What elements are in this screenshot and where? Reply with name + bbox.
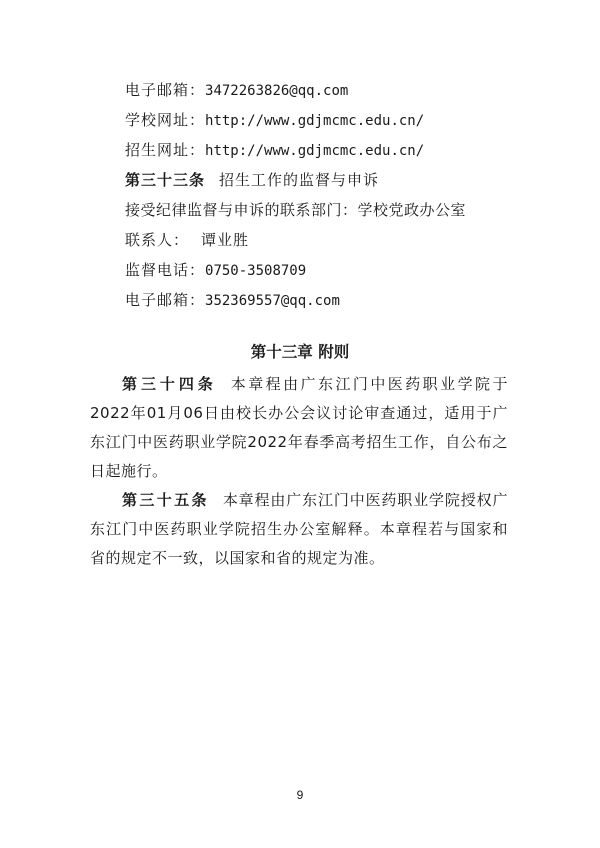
- email-label: 电子邮箱：: [125, 291, 206, 309]
- admission-website-label: 招生网址：: [125, 141, 206, 159]
- article-33-heading: [125, 170, 379, 190]
- article-34-text: 本章程由广东江门中医药职业学院于2022年01月06日由校长办公会议讨论审查通过，适用于广东江门中医药职业学院2022年春季高考招生工作，自公布之日起施行。: [90, 375, 508, 480]
- article-33-phone: [125, 260, 306, 281]
- article-34-number: 第三十四条: [122, 375, 217, 393]
- email-label: 电子邮箱：: [125, 81, 206, 99]
- article-33-number: 第三十三条: [125, 171, 206, 189]
- page-number: 9: [296, 788, 304, 802]
- admission-website-value: http://www.gdjmcmc.edu.cn/: [205, 143, 425, 159]
- article-35-paragraph: [90, 486, 508, 573]
- contact-person-label: 联系人：: [125, 231, 190, 249]
- contact-person-name: 谭业胜: [201, 231, 250, 249]
- chapter-title: 第十三章 附则: [250, 343, 350, 361]
- contact-admission-website: [125, 140, 424, 161]
- article-35-number: 第三十五条: [122, 491, 209, 509]
- contact-school-website: [125, 110, 424, 131]
- school-website-label: 学校网址：: [125, 111, 206, 129]
- phone-label: 监督电话：: [125, 261, 206, 279]
- email-value: 3472263826@qq.com: [205, 83, 349, 99]
- article-34-paragraph: [90, 370, 508, 486]
- contact-email-top: [125, 80, 348, 101]
- article-33-contact-person: [125, 230, 249, 250]
- article-33-email: [125, 290, 340, 311]
- article-35-text: 本章程由广东江门中医药职业学院授权广东江门中医药职业学院招生办公室解释。本章程若与国家和省的规定不一致，以国家和省的规定为准。: [90, 491, 508, 567]
- article-33-dept: 接受纪律监督与申诉的联系部门：学校党政办公室: [125, 201, 467, 219]
- phone-value: 0750-3508709: [205, 263, 307, 279]
- email-value: 352369557@qq.com: [205, 293, 340, 309]
- article-33-title: 招生工作的监督与申诉: [219, 171, 380, 189]
- school-website-value: http://www.gdjmcmc.edu.cn/: [205, 113, 425, 129]
